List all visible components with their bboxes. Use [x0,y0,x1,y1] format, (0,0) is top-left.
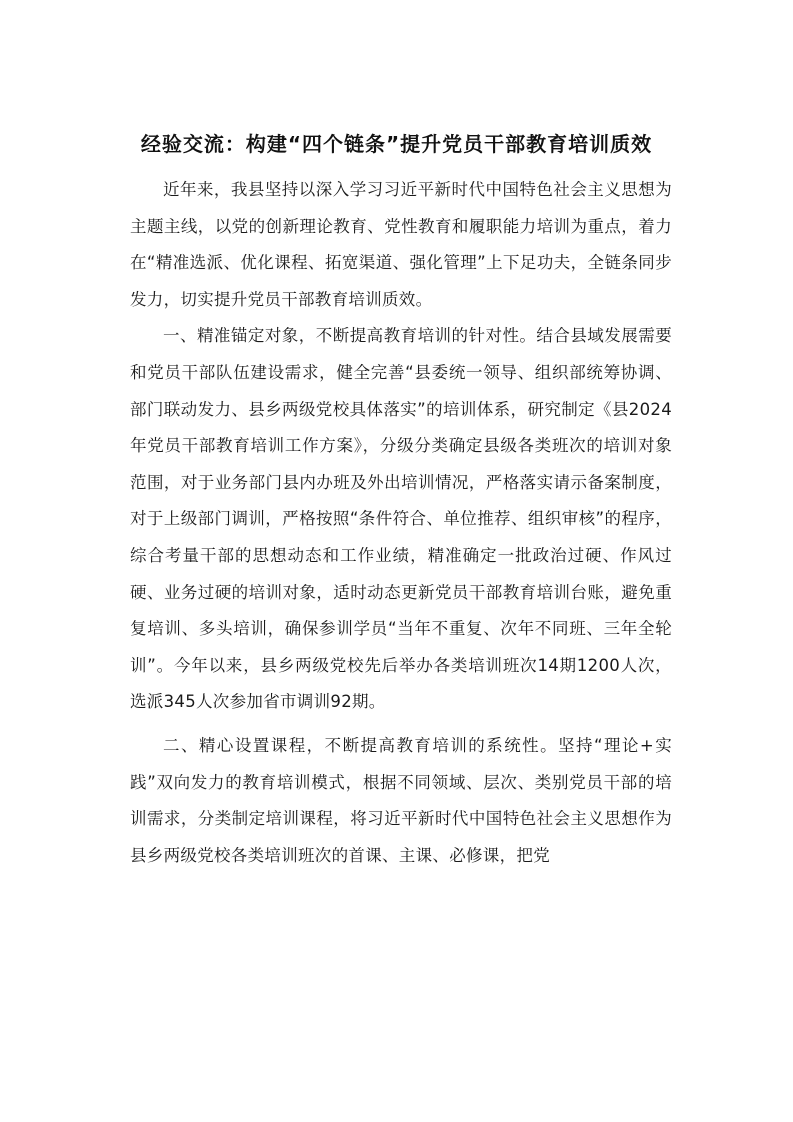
paragraph-section-two: 二、精心设置课程，不断提高教育培训的系统性。坚持“理论+实践”双向发力的教育培训模式，根据不同领域、层次、类别党员干部的培训需求，分类制定培训课程，将习近平新时代中国特色社会主义思想作为县乡两级党校各类培训班次的首课、主课、必修课，把党 [130,735,672,865]
document-title: 经验交流：构建“四个链条”提升党员干部教育培训质效 [140,132,653,156]
document-body [130,172,672,874]
paragraph-intro: 近年来，我县坚持以深入学习习近平新时代中国特色社会主义思想为主题主线，以党的创新理论教育、党性教育和履职能力培训为重点，着力在“精准选派、优化课程、拓宽渠道、强化管理”上下足功夫，全链条同步发力，切实提升党员干部教育培训质效。 [130,180,672,309]
paragraph-section-one: 一、精准锚定对象，不断提高教育培训的针对性。结合县域发展需要和党员干部队伍建设需求，健全完善“县委统一领导、组织部统筹协调、部门联动发力、县乡两级党校具体落实”的培训体系，研究制定《县2024年党员干部教育培训工作方案》，分级分类确定县级各类班次的培训对象范围，对于业务部门县内办班及外出培训情况，严格落实请示备案制度，对于上级部门调训，严格按照“条件符合、单位推荐、组织审核”的程序，综合考量干部的思想动态和工作业绩，精准确定一批政治过硬、作风过硬、业务过硬的培训对象，适时动态更新党员干部教育培训台账，避免重复培训、多头培训，确保参训学员“当年不重复、次年不同班、三年全轮训”。今年以来，县乡两级党校先后举办各类培训班次14期1200人次，选派345人次参加省市调训92期。 [130,326,672,712]
